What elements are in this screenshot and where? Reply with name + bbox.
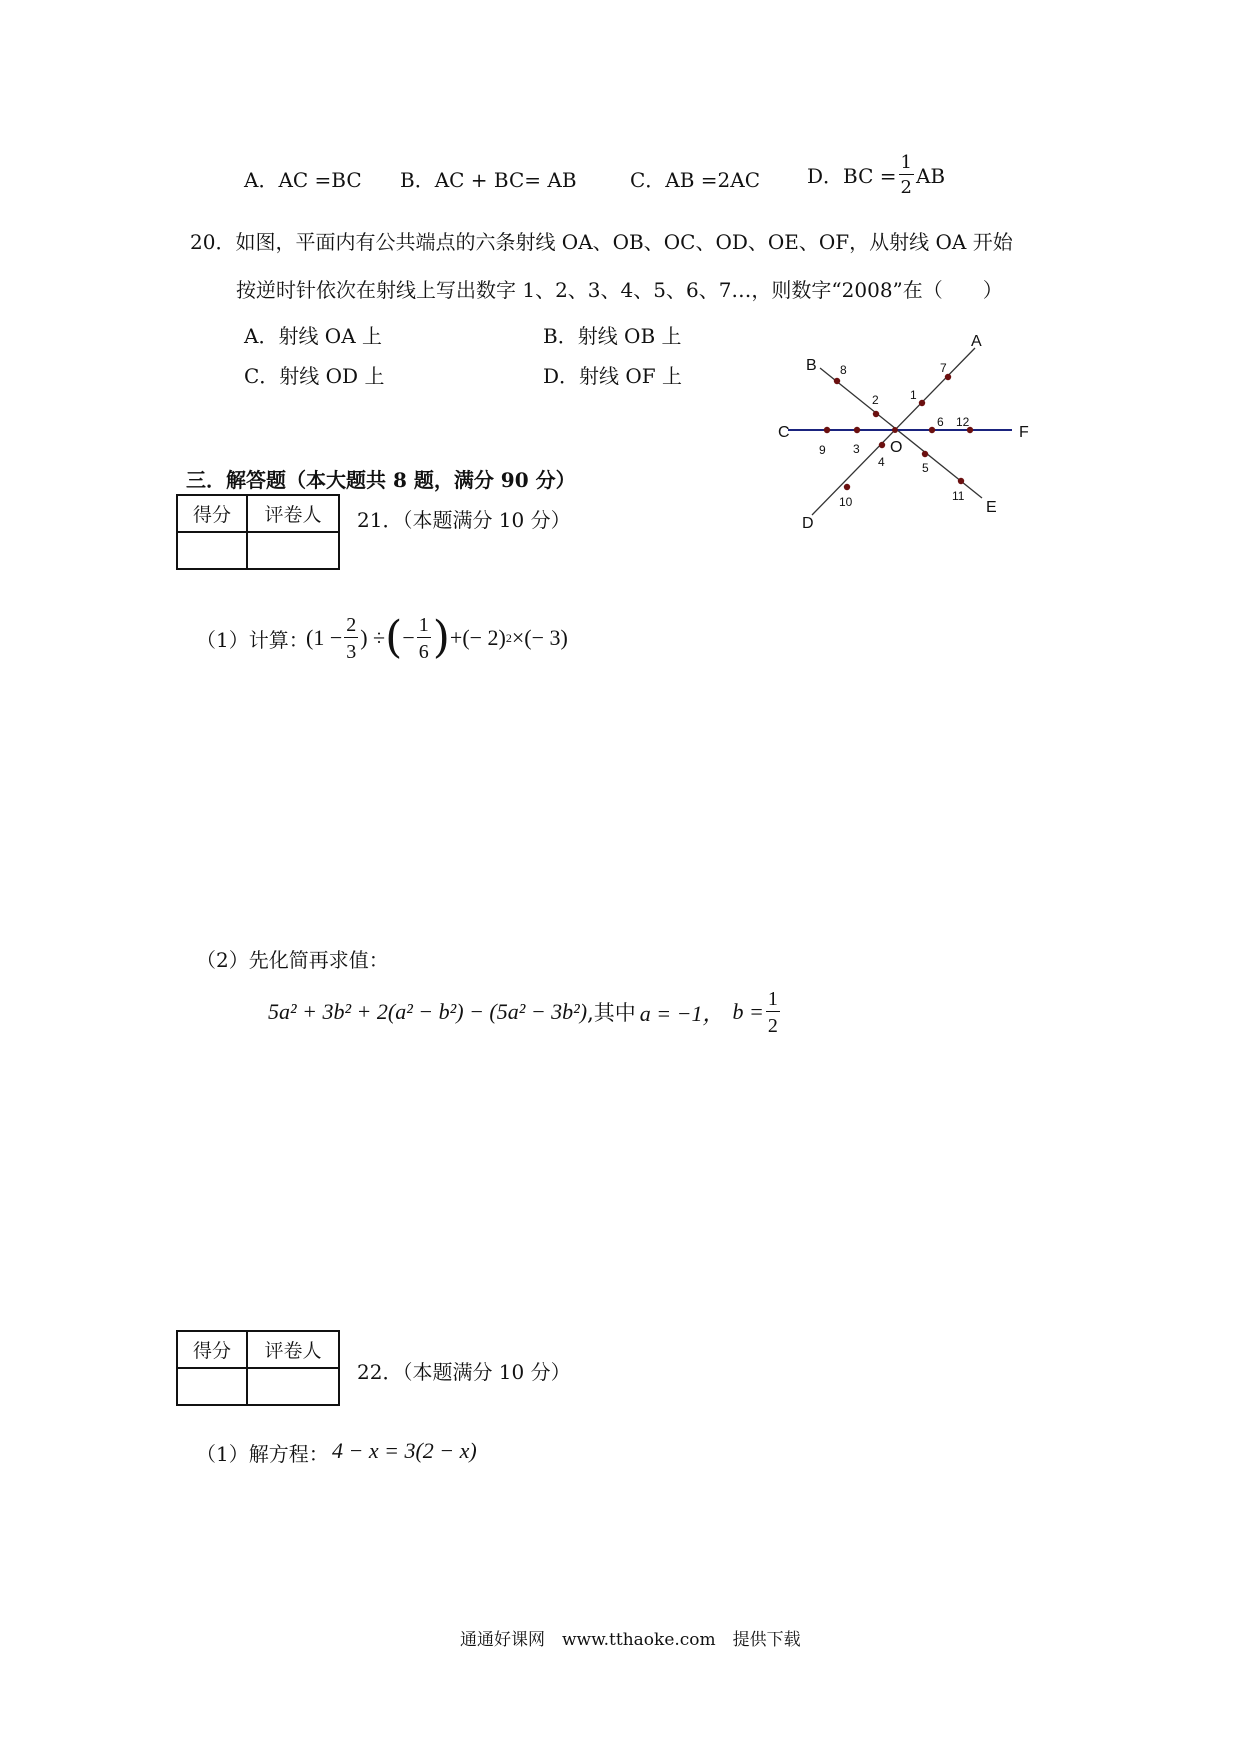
point-9 xyxy=(824,427,830,433)
point-8 xyxy=(834,378,840,384)
q20-line2: 按逆时针依次在射线上写出数字 1、2、3、4、5、6、7…，则数字“2008”在（ ） xyxy=(236,278,1003,302)
label-b: B xyxy=(806,357,817,374)
score-table-q22 xyxy=(176,1330,340,1406)
label-6: 6 xyxy=(937,415,944,429)
q19-option-d-prefix: D．BC = xyxy=(807,163,897,188)
q21-part2-expression: 5a² + 3b² + 2(a² − b²) − (5a² − 3b²) ,其中 a = −1， b = $\frac{1}{2}$ xyxy=(268,987,778,1037)
grader-cell[interactable] xyxy=(247,1368,339,1405)
q19-option-c: C．AB =2AC xyxy=(630,168,761,192)
label-10: 10 xyxy=(839,495,853,509)
q19-option-a: A．AC =BC xyxy=(244,168,362,192)
grader-label: 评卷人 xyxy=(247,1331,339,1368)
left-paren: ( xyxy=(385,612,403,663)
q21-title: 21．（本题满分 10 分） xyxy=(357,508,571,532)
point-1 xyxy=(919,400,925,406)
grader-cell[interactable] xyxy=(247,532,339,569)
point-4 xyxy=(879,442,885,448)
score-label: 得分 xyxy=(177,1331,247,1368)
label-11: 11 xyxy=(952,489,965,503)
label-f: F xyxy=(1019,424,1029,441)
fraction-1-2: $\frac{1}{2}$ xyxy=(767,987,778,1037)
label-8: 8 xyxy=(840,363,847,377)
q22-part1-label: （1）解方程： xyxy=(196,1442,329,1466)
q19-option-d xyxy=(807,154,945,197)
right-paren: ) xyxy=(432,612,450,663)
q21-part2-label: （2）先化简再求值： xyxy=(196,948,389,972)
score-cell[interactable] xyxy=(177,1368,247,1405)
q20-line1: 20．如图，平面内有公共端点的六条射线 OA、OB、OC、OD、OE、OF，从射线 OA 开始 xyxy=(190,230,1013,254)
point-11 xyxy=(958,478,964,484)
q22-part1-expression: 4 − x = 3(2 − x) xyxy=(332,1438,477,1463)
label-3: 3 xyxy=(853,442,860,456)
fraction-2-3: $\frac{2}{3}$ xyxy=(346,613,357,663)
label-c: C xyxy=(778,424,790,441)
label-2: 2 xyxy=(872,393,879,407)
label-7: 7 xyxy=(940,361,947,375)
score-label: 得分 xyxy=(177,495,247,532)
label-9: 9 xyxy=(819,443,826,457)
grader-label: 评卷人 xyxy=(247,495,339,532)
label-d: D xyxy=(802,515,814,532)
label-e: E xyxy=(986,499,997,516)
point-3 xyxy=(854,427,860,433)
label-12: 12 xyxy=(956,415,970,429)
page-footer: 通通好课网 www.tthaoke.com 提供下载 xyxy=(460,1630,801,1650)
label-4: 4 xyxy=(878,455,885,469)
q20-option-a: A．射线 OA 上 xyxy=(244,324,382,348)
point-2 xyxy=(873,411,879,417)
point-origin xyxy=(892,427,898,433)
point-6 xyxy=(929,427,935,433)
q20-option-b: B．射线 OB 上 xyxy=(543,324,682,348)
q21-part1-label: （1）计算： xyxy=(196,628,309,652)
label-1: 1 xyxy=(910,388,917,402)
score-cell[interactable] xyxy=(177,532,247,569)
label-o: O xyxy=(890,439,903,456)
fraction-1-6: $\frac{1}{6}$ xyxy=(418,613,429,663)
label-a: A xyxy=(971,333,982,350)
q19-option-d-suffix: AB xyxy=(915,163,946,188)
point-5 xyxy=(922,451,928,457)
q19-option-b: B．AC + BC= AB xyxy=(400,168,577,192)
section3-heading: 三．解答题（本大题共 8 题，满分 90 分） xyxy=(186,468,576,492)
q20-option-c: C．射线 OD 上 xyxy=(244,364,385,388)
q20-option-d: D．射线 OF 上 xyxy=(543,364,683,388)
label-5: 5 xyxy=(922,461,929,475)
q22-title: 22．（本题满分 10 分） xyxy=(357,1360,571,1384)
score-table-q21 xyxy=(176,494,340,570)
ray-line-ob-oe xyxy=(820,368,982,498)
rays-figure xyxy=(760,330,1080,540)
q21-part1-expression: (1 − $\frac{2}{3}$ ) ÷ ( − $\frac{1}{6}$ ) +(− 2) 2 ×(− 3) xyxy=(306,612,568,663)
q19-option-d-fraction: $\frac{1}{2}$ xyxy=(900,152,912,198)
point-10 xyxy=(844,484,850,490)
